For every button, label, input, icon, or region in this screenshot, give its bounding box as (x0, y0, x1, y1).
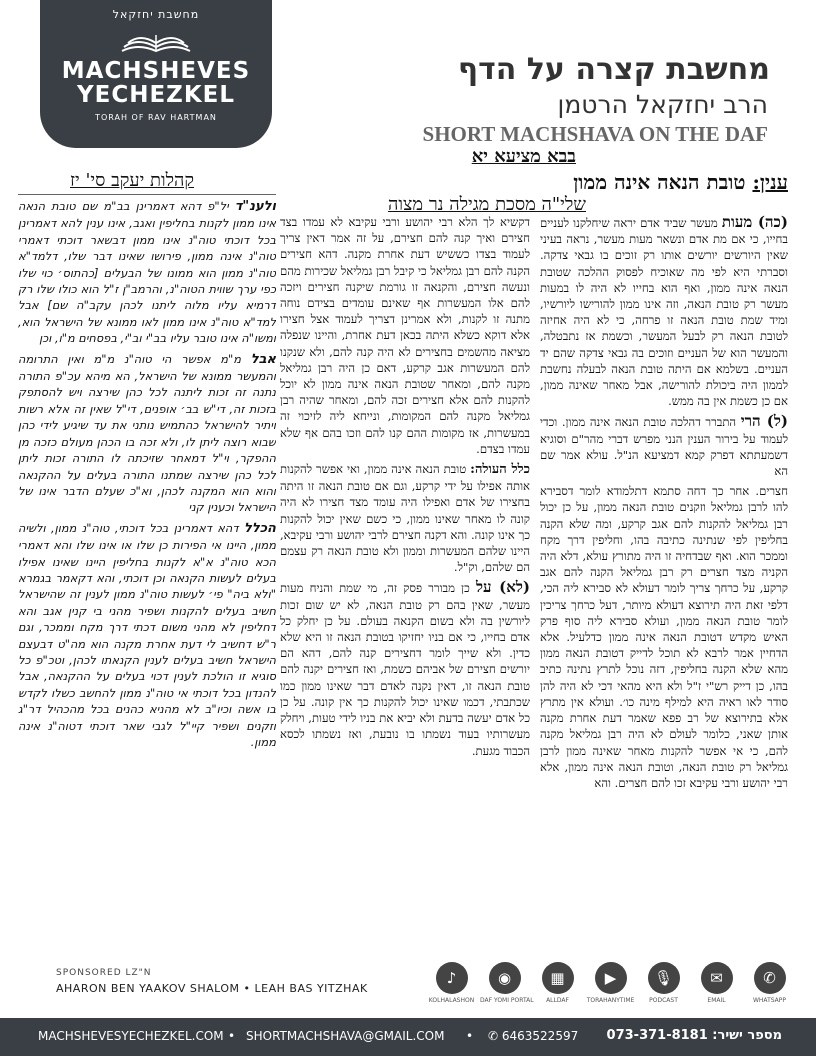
contact-bar (0, 1018, 816, 1056)
whatsapp-icon: ✆ (754, 962, 786, 994)
dafyomi-portal-link[interactable]: ◉ DAF YOMI PORTAL (480, 962, 529, 1004)
topic-heading (573, 170, 788, 195)
paragraph: הכלל דהא דאמרינן בכל דוכתי, טוה"נ ממון, ולשיה ממון, היינו אי הפירות כן שלו או אינו שלו והא דאמרי הכא טוה"נ א"א לקנות בחליפין היינו שאינו אפילו בעלים לעשות הקנאה וכן דוכתי, והא דקאמר בגמרא "ולא ביה" פי׳ לעשות טוה"נ ממון לענין זה שהישראל חשיב בעלים להקנות ושפיר מהני בי קנין אגב והא דחליפין לא מהני משום דכתי דרך מקח וממכר, וגם ר"ש דחשיב לי דעת אחרת מקנה הוא מה"ט דבעצם הישראל חשיב בעלים לענין הקנאתו לכהן, וטכ"פ כל סוגיא זו הולכת לענין דכוי בעלים על ההקנאה, אבל להנדון בכל דוכתי אי טוה"נ ממון להחשב כשלו לקדש בו אשה וכיו"ב לא מהניא כהנים בכל מהכהיל דר"ג וזקנים ושפיר קיי"ל לגבי שאר דוכתי דטוה"נ אינה ממון. (18, 520, 276, 749)
source-subtitle: שלי"ה מסכת מגילה נר מצוה (388, 194, 586, 215)
separator-dot: • (228, 1029, 236, 1043)
whatsapp-link[interactable]: ✆ WHATSAPP (745, 962, 794, 1004)
sponsor-label: SPONSORED LZ"N (56, 968, 152, 978)
alldaf-link[interactable]: ▦ ALLDAF (533, 962, 582, 1004)
separator-dot: • (466, 1029, 474, 1043)
tractate-reference: בבא מציעא יא (471, 146, 576, 167)
page-header (0, 0, 816, 215)
book-icon (118, 25, 194, 55)
topic-label: ענין: (752, 170, 788, 194)
podcast-link[interactable]: 🎙 PODCAST (639, 962, 688, 1004)
logo-wordmark: MACHSHEVES YECHEZKEL (61, 58, 251, 108)
sidebar-source-title: קהלות יעקב סי' יז (70, 170, 195, 191)
torahanytime-link[interactable]: ▶ TORAHANYTIME (586, 962, 635, 1004)
sponsor-names: AHARON BEN YAAKOV SHALOM • LEAH BAS YITZHAK (56, 982, 368, 995)
divider (18, 194, 276, 195)
paragraph: (כה) מעות מעשר שביד אדם יראה שיחלקנו לעניים בחייו, כי אם מת אדם ונשאר מעות מעשר, נראה בעיני שאין היורשים יורשים אותו רק זוכים בו גבאי צדקה. וסברתי היא לפי מה שאוכיח לפסוק ההלכה שטובת הנאה אינה ממון, ואף הוא בחייו לא היה לו במעות מעשר רק טובת הנאה, וזה אינו ממון להורישו ליורשיו, ומיד שמת טובת הנאה זו פרחה, כי לא היה אחיזה לטובת הנאה רק לבעל המעשר, וכשמת אז נתבטלה, והמעשר הוא של העניים וזוכים בה גבאי צדקה שהם יד העניים. בשלמא אם היתה טובת הנאה לבעלה נחשבת לממון היה ביכולת להורישה, אבל מאחר שאינה ממון, אם כן כשמת אין בה ממש. (540, 214, 788, 409)
author-name: הרב יחזקאל הרטמן (557, 90, 768, 119)
paragraph: ולענ"ד יל"פ דהא דאמרינן בב"מ שם טובת הנאה אינו ממון לקנות בחליפין ואגב, אינו ענין להא דאמרינן בכל דוכתי טוה"נ אינו ממון דבשאר דוכתי דאמרי טוה"נ אינה ממון, פירושו שאינו דבר שלו, דלמד"א טוה"נ ממון הוא ממונו של הבעלים [כהתוס׳ כוי שלו כפי ערך שווית הטוה"נ, והרמב"ן ז"ל הוא כולו שלו רק דרמיא עליו מלוה ליתנו לכהן עקב"ה שם] אבל למד"א טוה"נ אינו ממון לאו ממונא של הישראל הוא, ומשו"ה אינו טובר עליו בב"י וב"י, בפסחים מ"ו, וכן (18, 199, 276, 346)
text-column-middle (280, 214, 530, 854)
whatsapp-number[interactable]: ✆ 6463522597 (488, 1029, 579, 1043)
email-icon: ✉ (701, 962, 733, 994)
english-title: SHORT MACHSHAVA ON THE DAF (422, 122, 768, 146)
whatsapp-icon: ✆ (488, 1029, 502, 1043)
kolhalashon-link[interactable]: ♪ KOLHALASHON (427, 962, 476, 1004)
paragraph: (לא) על כן מבורר פסק זה, מי שמת והניח מעות מעשר, שאין בהם רק טובת הנאה, לא יש שום זכות ליורשין בה ולא בשום הקנאה בעולם. על כן יחלק כל אדם בחייו, כי אם בניו יחזיקו בטובת הנאה זו היא שלא כדין. ולא שייך לומר דחצירים קנה להם, דהא הם יורשים חצירם של אביהם כשמת, ואז חצירים יקנה להם טובת הנאה זו, דאין נקנה לאדם דבר שאינו ממון כמו שכתבתי, דכמו שאינו יכול להקנות כך אין קונה. על כן כל אדם יעשה בדעת ולא יביא את בניו לידי טעות, ויחלק מעשרותיו בעוד נשמתו בו נובעת, ואז נשמתו לכסא הכבוד מגעת. (280, 578, 530, 758)
torahanytime-icon: ▶ (595, 962, 627, 994)
hotline-number[interactable]: מספר ישיר: 073-371-8181 (606, 1028, 782, 1043)
platform-icons (427, 962, 794, 1004)
text-column-right (540, 214, 788, 962)
logo-tagline: TORAH OF RAV HARTMAN (95, 113, 217, 122)
logo-hebrew: מחשבת יחזקאל (112, 8, 200, 21)
logo (40, 0, 272, 148)
alldaf-icon: ▦ (542, 962, 574, 994)
email-link[interactable]: ✉ EMAIL (692, 962, 741, 1004)
text-column-left (18, 198, 276, 964)
dafyomi-portal-icon: ◉ (489, 962, 521, 994)
paragraph: אבל מ"מ אפשר הי טוה"נ מ"מ ואין התרומה והמעשר ממונא של הישראל, הא מיהא עכ"פ התורה נתנה זה זכות ליתנה לכל כהן שירצה ויש להסתפק בזכות זה, די"ש בב׳ אופנים, די"ל שאין זה אלא רשות ויתיר להישראל כהתמיש נותני את עד שיגיע לידי כהן שבוא רוצה ליתן לו, ולא זכה בו הכהן מעולם כזכה מן ההפקר, וי"ל דמאחר שזיכתה לו התורה זכות ליתן לכל כהן שירצה שמתנו התורה בעלים על ההקנאה והוא הוא המקנה לכהן, וא"כ שעלם הדבר אינו של הישראל וכענין קני (18, 351, 276, 515)
podcast-icon: 🎙 (648, 962, 680, 994)
paragraph: חצרים. אחר כך דחה סתמא דתלמודא לומר דסבירא להו לרבן גמליאל וזקנים טובת הנאה ממון, על כן יכול רבן גמליאל להקנות להם אגב קרקע, ומה שלא הקנה בחליפין לפי שנתינה כתיבה בהו, וחליפין דרך מקח וממכר הוא. ואף שבדחיה זו היה מתורץ עולא, דלא היה הקניה מצד חצרים רק רבן גמליאל הקנה להם אגב קרקע, על כרחך צריך לומר דעולא לא סבירא ליה הכי, דלפי זאת היה תירוצא דעולא מיותר, דעל כרחך צריכין לומר טובת הנאה ממון, ועולא סבירא ליה סוף פרק האיש מקדש דטובת הנאה אינה ממון כדלעיל. אלא הדחיין אמר לרבא לא תוכל לדייק דטובת הנאה ממון מהא שלא הקנה בחליפין, דזה נוכל לתרץ נתינה כתיב בהו, כן דייק רש"י ז"ל ולא היא מהאי דכי לא היה להן סודר לאו ראיה היא למילף מינה כו׳. ועולא אין מתרץ אלא בתירוצא של רב פפא שאמר דעת אחרת מקנה אותן שאני, כלומר לעולם לא היה רבן גמליאל מקנה להם, כי אי אפשר להקנות מאחר שאינה ממון לרבן גמליאל רק טובת הנאה, וטובת הנאה אינה ממון, אלא רבי יהושע ורבי עקיבא זכו להם חצרים. והא (540, 484, 788, 790)
website-link[interactable]: MACHSHEVESYECHEZKEL.COM (38, 1029, 224, 1043)
topic-text: טובת הנאה אינה ממון (573, 170, 746, 194)
email-link-text[interactable]: SHORTMACHSHAVA@GMAIL.COM (246, 1029, 445, 1043)
paragraph: כלל העולה: טובת הנאה אינה ממון, ואי אפשר להקנות אותה אפילו על ידי קרקע, וגם אם טובת הנאה זו היתה בחצירו של אדם ואפילו היה עומד מצד חצירו לא היה קונה לו מאחר שאינו ממון, כי כשם שאין יכול להקנות כך אינו קונה. והא דקנה חצירם לרבי יהושע ורבי עקיבא, היינו שלהם המעשרות וממון ולא טובת הנאה רק עצמם הם שלהם, וק"ל. (280, 462, 530, 575)
paragraph: דקשיא לך הלא רבי יהושע ורבי עקיבא לא עמדו בצד חצירם ואיך קנה להם חצירם, על זה אמר דאין צריך לעמוד בצדו כששיש דעת אחרת מקנה. דהא חצירים הקנה להם רבן גמליאל כי קיבל רבן גמליאל שכירות מהם ונעשה חצירם, והקנאה זו גורמת שיקנה חצירים ויזכה להם אלו המעשרות אף שאינם עומדים בצידם נוחה מתנה זו לקנות, ולא אמרינן דצריך לעמוד אצל חצירו אלא דוקא כשלא היתה בכאן דעת אחרת, והיינו שנפלה מציאה מהשמים בחצירים לא היה קנה להם, ולא שנקנו להם המעשרות אגב קרקע, דאם כן היה רבן גמליאל מקנה להם, ומאחר שטובת הנאה אינה ממון לא יוכל להקנות להם אלא חצירים זכה להם, ומאחר שהיה רבן גמליאל מקנה להם המקומות, ונייחא ליה לזיכוי זה במעשרות, אז מקומות ההם קנו להם וזכו בהם אף שלא עמדו בצדם. (280, 215, 530, 456)
kolhalashon-icon: ♪ (436, 962, 468, 994)
paragraph: (ל) הרי התברר דהלכה טובת הנאה אינה ממון. וכדי לעמוד על בירור הענין הנני מפרש דברי מהר"ם וסוגיא דשמעתתא דפרק קמא דמציעא הנ"ל. עולא אמר שם הא (540, 412, 788, 479)
page-title: מחשבת קצרה על הדף (457, 52, 770, 87)
